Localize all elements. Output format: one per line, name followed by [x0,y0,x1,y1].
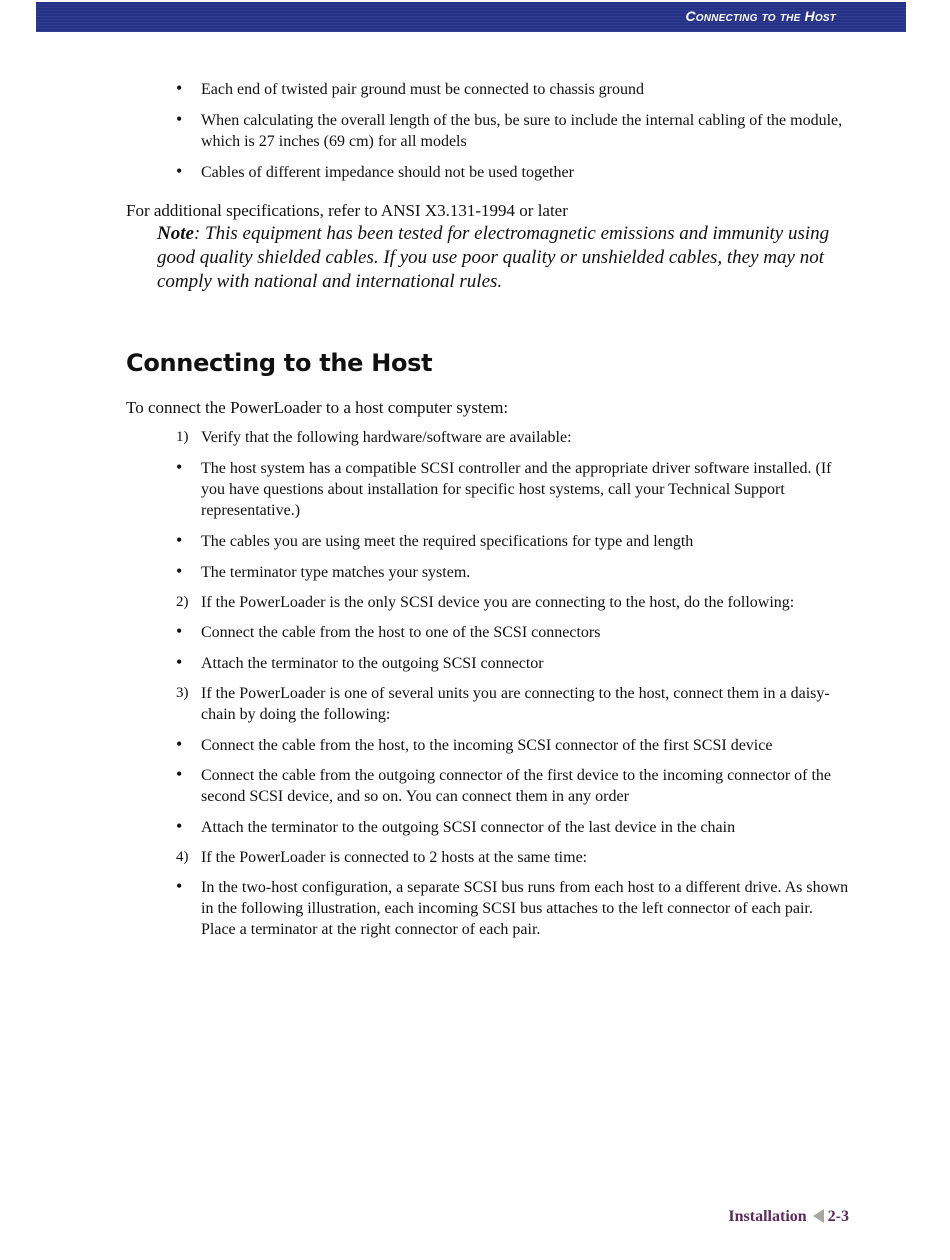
list-item-text: The terminator type matches your system. [201,564,471,581]
step-number: 1) [176,429,189,445]
header-bar [36,2,906,32]
list-item-text: Connect the cable from the outgoing connector of the first device to the incoming connector of the second SCSI device, and so on. You can connect them in any order [201,767,832,805]
bullet-icon: • [176,621,183,641]
page-footer [728,1208,849,1226]
specs-paragraph: For additional specifications, refer to ANSI X3.131-1994 or later [126,201,568,220]
bullet-icon: • [176,816,183,836]
step-number: 2) [176,594,189,610]
step-text: If the PowerLoader is one of several units you are connecting to the host, connect them in a daisy-chain by doing the following: [201,685,830,723]
step-number: 3) [176,685,189,701]
running-header-title: Connecting to the Host [685,8,836,24]
list-item-text: Attach the terminator to the outgoing SCSI connector of the last device in the chain [201,819,736,836]
step-text: If the PowerLoader is connected to 2 hosts at the same time: [201,849,588,866]
bullet-icon: • [176,734,183,754]
bullet-icon: • [176,530,183,550]
list-item-text: Connect the cable from the host to one of the SCSI connectors [201,624,601,641]
bullet-icon: • [176,109,183,129]
note-label: Note [157,223,194,244]
note-text: : This equipment has been tested for electromagnetic emissions and immunity using good quality shielded cables. If you use poor quality or unshielded cables, they may not comply with national and international rules. [157,223,830,292]
list-item-text: Cables of different impedance should not be used together [201,164,574,181]
list-item-text: Each end of twisted pair ground must be connected to chassis ground [201,81,644,98]
bullet-icon: • [176,78,183,98]
list-item-text: In the two-host configuration, a separate SCSI bus runs from each host to a different drive. As shown in the following illustration, each incoming SCSI bus attaches to the left connector of each pair. Place a terminator at the right connector of each pair. [201,879,849,938]
bullet-icon: • [176,457,183,477]
list-item-text: When calculating the overall length of the bus, be sure to include the internal cabling of the module, which is 27 inches (69 cm) for all models [201,112,843,150]
bullet-icon: • [176,161,183,181]
list-item-text: The host system has a compatible SCSI controller and the appropriate driver software installed. (If you have questions about installation for specific host systems, call your Technical Support representative.) [201,460,832,519]
bullet-icon: • [176,876,183,896]
list-item-text: The cables you are using meet the required specifications for type and length [201,533,694,550]
note-paragraph [157,222,857,294]
section-heading: Connecting to the Host [126,349,433,377]
bullet-icon: • [176,561,183,581]
step-number: 4) [176,849,189,865]
step-text: Verify that the following hardware/software are available: [201,429,572,446]
list-item-text: Attach the terminator to the outgoing SCSI connector [201,655,544,672]
footer-section-name: Installation [728,1208,807,1225]
triangle-left-icon [813,1209,824,1223]
page-number: 2-3 [827,1208,849,1225]
bullet-icon: • [176,652,183,672]
intro-paragraph: To connect the PowerLoader to a host computer system: [126,398,509,417]
step-text: If the PowerLoader is the only SCSI device you are connecting to the host, do the following: [201,594,795,611]
list-item-text: Connect the cable from the host, to the incoming SCSI connector of the first SCSI device [201,737,773,754]
bullet-icon: • [176,764,183,784]
